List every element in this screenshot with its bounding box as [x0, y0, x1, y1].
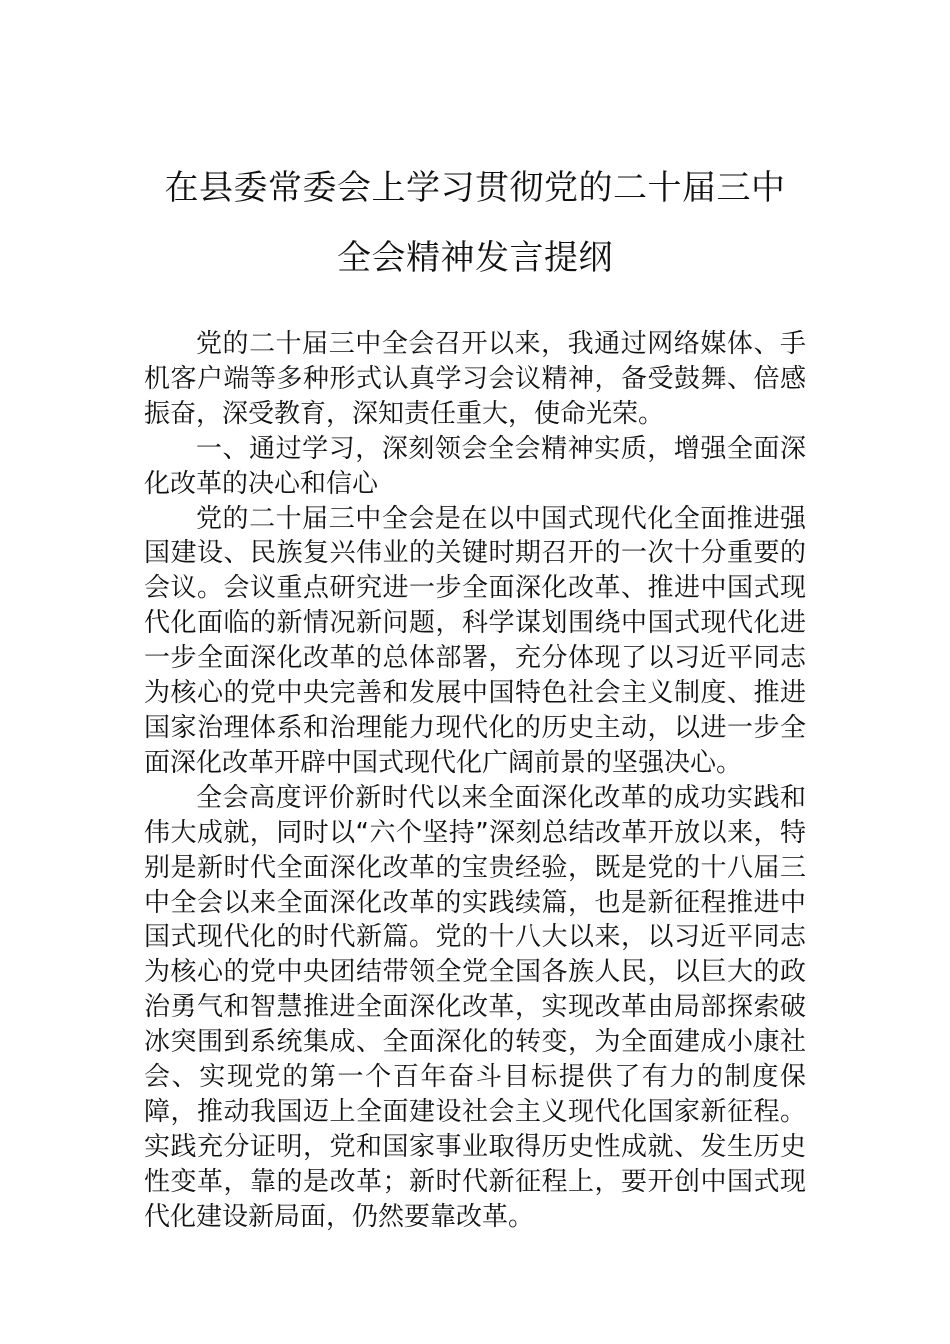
paragraph-plenum-significance: 党的二十届三中全会是在以中国式现代化全面推进强国建设、民族复兴伟业的关键时期召开的一次十分重要的会议。会议重点研究进一步全面深化改革、推进中国式现代化面临的新情况新问题，科学谋划围绕中国式现代化进一步全面深化改革的总体部署，充分体现了以习近平同志为核心的党中央完善和发展中国特色社会主义制度、推进国家治理体系和治理能力现代化的历史主动，以进一步全面深化改革开辟中国式现代化广阔前景的坚强决心。	[144, 503, 806, 778]
document-title-line-2: 全会精神发言提纲	[337, 238, 613, 278]
document-title-line-1: 在县委常委会上学习贯彻党的二十届三中	[164, 168, 786, 208]
document-body	[144, 327, 806, 1235]
section-heading-1: 一、通过学习，深刻领会全会精神实质，增强全面深化改革的决心和信心	[144, 433, 806, 499]
paragraph-intro: 党的二十届三中全会召开以来，我通过网络媒体、手机客户端等多种形式认真学习会议精神，备受鼓舞、倍感振奋，深受教育，深知责任重大，使命光荣。	[144, 329, 806, 429]
paragraph-reform-achievements: 全会高度评价新时代以来全面深化改革的成功实践和伟大成就，同时以“六个坚持”深刻总结改革开放以来，特别是新时代全面深化改革的宝贵经验，既是党的十八届三中全会以来全面深化改革的实践续篇，也是新征程推进中国式现代化的时代新篇。党的十八大以来，以习近平同志为核心的党中央团结带领全党全国各族人民，以巨大的政治勇气和智慧推进全面深化改革，实现改革由局部探索破冰突围到系统集成、全面深化的转变，为全面建成小康社会、实现党的第一个百年奋斗目标提供了有力的制度保障，推动我国迈上全面建设社会主义现代化国家新征程。实践充分证明，党和国家事业取得历史性成就、发生历史性变革，靠的是改革；新时代新征程上，要开创中国式现代化建设新局面，仍然要靠改革。	[144, 782, 806, 1232]
